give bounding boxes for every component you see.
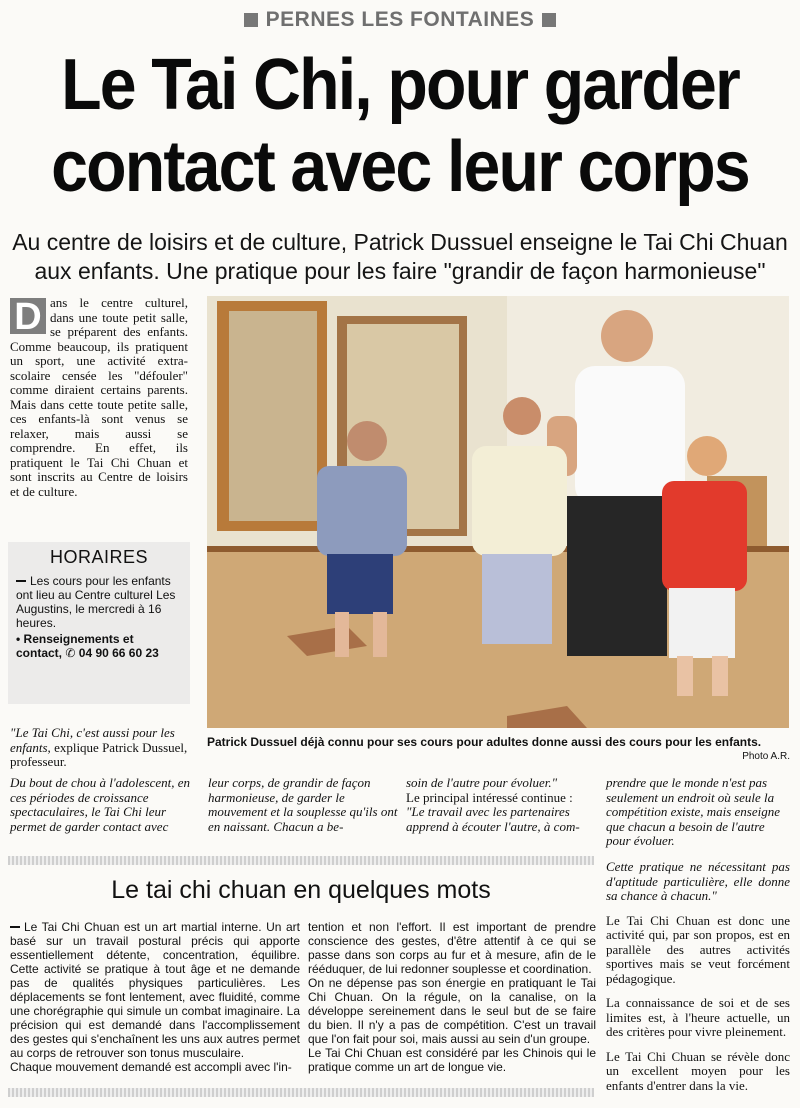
dash-bullet-icon (16, 580, 26, 582)
intro-text: ans le centre culturel, dans une toute petit salle, se préparent des enfants. Comme beaucoup, ils pratiquent un sport, une activité extra-scolaire censée les "défouler" comme diraient certains parents. Mais dans cette toute petite salle, ces enfants-là sont venus se relaxer, mais aussi se comprendre. En effet, ils pratiquent le Tai Chi Chuan et sont inscrits au Centre de loisirs et de culture. (10, 295, 188, 499)
standfirst-line-2: aux enfants. Une pratique pour les faire "grandir de façon harmonieuse" (34, 258, 766, 284)
horaires-title: HORAIRES (49, 547, 149, 567)
headline (32, 44, 768, 208)
headline-line-1: Le Tai Chi, pour garder (61, 45, 739, 125)
right-column (606, 860, 790, 1103)
box-separator-bottom (8, 1088, 594, 1097)
drop-cap: D (10, 298, 46, 334)
quote-intro (10, 726, 198, 770)
kicker-text: PERNES LES FONTAINES (265, 8, 535, 31)
section-kicker (0, 8, 800, 32)
body-column-4: prendre que le monde n'est pas seulement un endroit où seule la compétition existe, mais enseigne que chacun a besoin de l'autre pour évoluer. (606, 775, 781, 848)
box-separator-top (8, 856, 594, 865)
body-column-3-text: Le principal intéressé continue : (406, 789, 573, 805)
right-column-paragraph-4: Le Tai Chi Chuan se révèle donc un excellent moyen pour les enfants d'entrer dans la vie. (606, 1048, 790, 1093)
quote-text: "Le Tai Chi, c'est aussi pour les enfants, (10, 725, 175, 755)
body-column-3-quote: soin de l'autre pour évoluer." (406, 775, 558, 790)
body-column-1: Du bout de chou à l'adolescent, en ces périodes de croissance spectaculaires, le Tai Chi leur permet de garder contact avec (10, 775, 191, 834)
body-column-3-quote-2: "Le travail avec les partenaires apprend à écouter l'autre, à com- (406, 804, 580, 834)
body-column-3 (406, 776, 596, 834)
horaires-schedule: Les cours pour les enfants ont lieu au Centre culturel Les Augustins, le mercredi à 16 heures. (16, 574, 176, 630)
standfirst (0, 228, 800, 286)
body-column-2: leur corps, de grandir de façon harmonieuse, de garder le mouvement et la souplesse qu'ils ont en naissant. Chacun a be- (208, 775, 398, 834)
right-column-paragraph-3: La connaissance de soi et de ses limites est, à l'heure actuelle, un des critères pour vivre pleinement. (606, 995, 790, 1039)
phone-icon: ✆ (65, 646, 76, 660)
photo-caption: Patrick Dussuel déjà connu pour ses cours pour adultes donne aussi des cours pour les enfants. (207, 735, 762, 749)
horaires-box (8, 542, 190, 704)
horaires-contact: • Renseignements et contact, ✆ 04 90 66 60 23 (16, 632, 159, 660)
photo-illustration (207, 296, 789, 728)
box-title: Le tai chi chuan en quelques mots (111, 876, 491, 904)
box-column-1: Le Tai Chi Chuan est un art martial interne. Un art basé sur un travail postural précis qui apporte essentiellement détente, concentration, équilibre. Cette activité se pratique à tout âge et ne demande pas de qualités physiques particulières. Les déplacements se font lentement, avec fluidité, comme une chorégraphie qui simule un combat imaginaire. La précision qui est demandé dans l'accomplissement des gestes qui s'enchaînent les uns aux autres permet au corps de retrouver son tonus musculaire. Chaque mouvement demandé est accompli avec l'in- (10, 920, 300, 1074)
class-photo (207, 296, 789, 728)
headline-line-2: contact avec leur corps (51, 127, 749, 207)
quote-attribution: explique Patrick Dussuel, professeur. (10, 739, 188, 769)
right-column-paragraph-1: Cette pratique ne nécessitant pas d'aptitude particulière, elle donne sa chance à chacun." (606, 859, 790, 903)
phone-number: 04 90 66 60 23 (78, 646, 159, 660)
dash-bullet-icon (10, 926, 20, 928)
square-bullet-icon (542, 13, 556, 27)
right-column-paragraph-2: Le Tai Chi Chuan est donc une activité qui, par son propos, est en parallèle des autres activités sportives mais se veut forcément pédagogique. (606, 912, 790, 986)
intro-paragraph (10, 296, 188, 499)
photo-credit: Photo A.R. (742, 751, 790, 762)
standfirst-line-1: Au centre de loisirs et de culture, Patrick Dussuel enseigne le Tai Chi Chuan (12, 229, 788, 255)
box-column-2: tention et non l'effort. Il est important de prendre conscience des gestes, d'être attentif à ce qui se passe dans son corps au fur et à mesure, afin de le rééduquer, de lui redonner souplesse et coordination. On ne dépense pas son énergie en pratiquant le Tai Chi Chuan. On la régule, on la canalise, on la développe sereinement dans le seul but de se faire du bien. Il n'y a pas de compétition. C'est un travail que l'on fait pour soi, mais aussi au sein d'un groupe. Le Tai Chi Chuan est considéré par les Chinois qui le pratique comme un art de longue vie. (308, 920, 596, 1074)
square-bullet-icon (244, 13, 258, 27)
